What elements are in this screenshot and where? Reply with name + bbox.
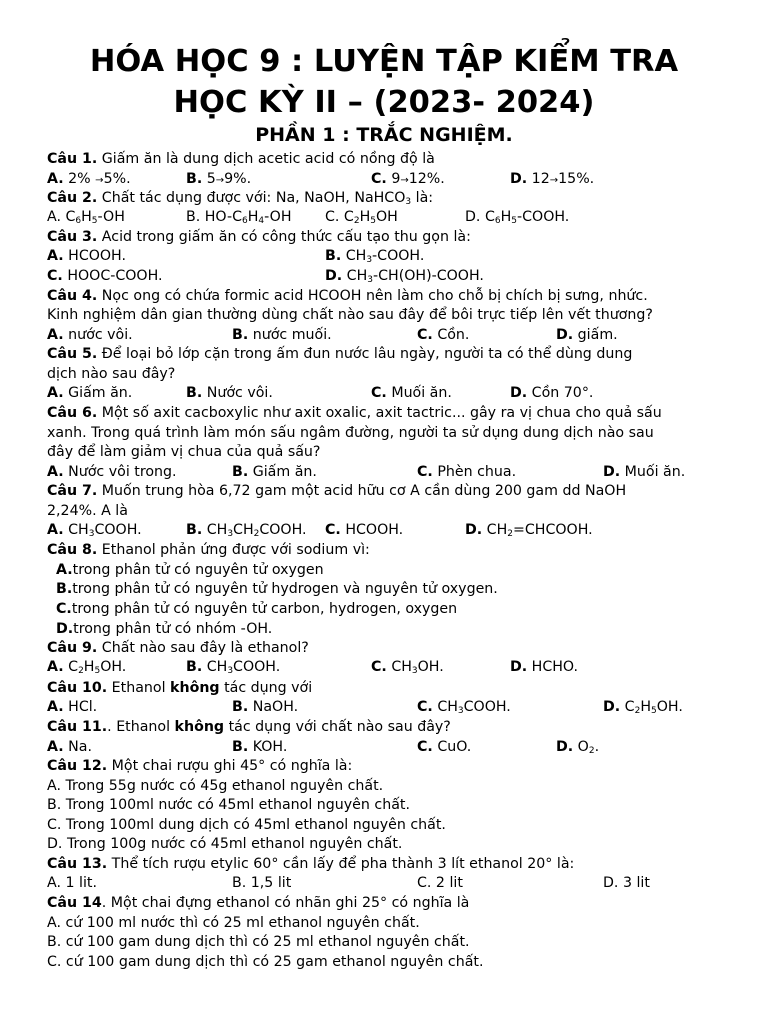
option-d: D. 3 lit <box>603 875 650 891</box>
page-title-line1: HÓA HỌC 9 : LUYỆN TẬP KIỂM TRA <box>89 44 679 79</box>
question-6-options <box>47 463 747 482</box>
option-c: C. 9→12%. <box>371 171 445 187</box>
question-1-options <box>47 170 747 189</box>
question-12-option-b: B. Trong 100ml nước có 45ml ethanol nguyên chất. <box>47 797 410 813</box>
option-c: C. 2 lit <box>417 875 463 891</box>
option-c: C. Phèn chua. <box>417 464 517 480</box>
option-a: A. nước vôi. <box>47 327 133 343</box>
question-10: Câu 10. Ethanol không tác dụng với <box>47 680 313 696</box>
option-b: B. $CH_3$-COOH. <box>325 248 425 265</box>
option-a: A. 1 lit. <box>47 875 97 891</box>
page-title-line2: HỌC KỲ II – (2023- 2024) <box>173 85 595 120</box>
question-14-option-a: A. cứ 100 ml nước thì có 25 ml ethanol nguyên chất. <box>47 915 420 931</box>
option-d: D. Muối ăn. <box>603 464 686 480</box>
option-d: D. $O_2$. <box>556 739 600 756</box>
option-a: A. 2% →5%. <box>47 171 131 187</box>
question-13: Câu 13. Thể tích rượu etylic 60° cần lấy để pha thành 3 lít ethanol 20° là: <box>47 856 575 872</box>
option-d: D. $CH_2=CHCOOH$. <box>465 522 593 539</box>
question-12-option-d: D. Trong 100g nước có 45ml ethanol nguyên chất. <box>47 836 403 852</box>
option-c: C. $CH_3OH$. <box>371 659 444 676</box>
question-7: Câu 7. Muốn trung hòa 6,72 gam một acid hữu cơ A cần dùng 200 gam dd NaOH <box>47 483 627 499</box>
option-c: C. HOOC-COOH. <box>47 268 163 284</box>
option-d: D. 12→15%. <box>510 171 595 187</box>
question-8: Câu 8. Ethanol phản ứng được với sodium vì: <box>47 542 370 558</box>
question-11: Câu 11.. Ethanol không tác dụng với chất nào sau đây? <box>47 719 451 735</box>
question-12-option-c: C. Trong 100ml dung dịch có 45ml ethanol nguyên chất. <box>47 817 446 833</box>
question-5-options <box>47 384 747 403</box>
question-8-option-d: D.trong phân tử có nhóm -OH. <box>56 621 273 637</box>
question-14: Câu 14. Một chai đựng ethanol có nhãn ghi 25° có nghĩa là <box>47 895 470 911</box>
option-d: D. $C_6H_5$-COOH. <box>465 209 570 226</box>
question-6-line3: đây để làm giảm vị chua của quả sấu? <box>47 444 321 460</box>
question-8-option-c: C.trong phân tử có nguyên tử carbon, hydrogen, oxygen <box>56 601 458 617</box>
option-a: A. HCl. <box>47 699 98 715</box>
question-7-line2: 2,24%. A là <box>47 503 128 519</box>
question-4: Câu 4. Nọc ong có chứa formic acid HCOOH nên làm cho chỗ bị chích bị sưng, nhức. <box>47 288 648 304</box>
option-c: C. Muối ăn. <box>371 385 452 401</box>
option-a: A. $CH_3COOH$. <box>47 522 142 539</box>
question-2-options <box>47 208 747 227</box>
question-3-options-row1 <box>47 247 747 266</box>
option-c: C. $CH_3COOH$. <box>417 699 511 716</box>
option-b: B. $HO-C_6H_4-OH$ <box>186 209 292 226</box>
question-12: Câu 12. Một chai rượu ghi 45° có nghĩa là: <box>47 758 353 774</box>
option-d: D. HCHO. <box>510 659 579 675</box>
option-b: B. $CH_3COOH$. <box>186 659 281 676</box>
option-d: D. giấm. <box>556 327 618 343</box>
option-b: B. $CH_3CH_2COOH$. <box>186 522 307 539</box>
question-4-options <box>47 326 747 345</box>
question-3-options-row2 <box>47 267 747 286</box>
question-3: Câu 3. Acid trong giấm ăn có công thức cấu tạo thu gọn là: <box>47 229 471 245</box>
option-a: A. Giấm ăn. <box>47 385 133 401</box>
option-c: C. CuO. <box>417 739 472 755</box>
option-a: A. Na. <box>47 739 92 755</box>
option-a: A. Nước vôi trong. <box>47 464 177 480</box>
option-a: A. $C_6H_5-OH$ <box>47 209 125 226</box>
question-1: Câu 1. Giấm ăn là dung dịch acetic acid có nồng độ là <box>47 151 435 167</box>
option-a: A. $C_2H_5OH$. <box>47 659 127 676</box>
option-b: B. KOH. <box>232 739 288 755</box>
question-4-line2: Kinh nghiệm dân gian thường dùng chất nào sau đây để bôi trực tiếp lên vết thương? <box>47 307 653 323</box>
question-10-options <box>47 698 747 717</box>
question-14-option-c: C. cứ 100 gam dung dịch thì có 25 gam ethanol nguyên chất. <box>47 954 484 970</box>
question-7-options <box>47 521 747 540</box>
option-b: B. Nước vôi. <box>186 385 273 401</box>
option-d: D. Cồn 70°. <box>510 385 594 401</box>
question-14-option-b: B. cứ 100 gam dung dịch thì có 25 ml ethanol nguyên chất. <box>47 934 470 950</box>
question-11-options <box>47 738 747 757</box>
question-2: Câu 2. Chất tác dụng được với: Na, NaOH, NaHCO$_3$ là: <box>47 190 434 207</box>
option-b: B. Giấm ăn. <box>232 464 317 480</box>
question-13-options <box>47 874 747 893</box>
question-12-option-a: A. Trong 55g nước có 45g ethanol nguyên chất. <box>47 778 384 794</box>
option-d: D. $C_2H_5OH$. <box>603 699 683 716</box>
question-5: Câu 5. Để loại bỏ lớp cặn trong ấm đun nước lâu ngày, người ta có thể dùng dung <box>47 346 633 362</box>
option-c: C. HCOOH. <box>325 522 404 538</box>
option-b: B. NaOH. <box>232 699 299 715</box>
option-b: B. 1,5 lit <box>232 875 292 891</box>
option-c: C. $C_2H_5OH$ <box>325 209 398 226</box>
option-b: B. 5→9%. <box>186 171 252 187</box>
option-d: D. $CH_3-CH(OH)$-COOH. <box>325 268 484 285</box>
option-c: C. Cồn. <box>417 327 470 343</box>
question-8-option-b: B.trong phân tử có nguyên tử hydrogen và nguyên tử oxygen. <box>56 581 498 597</box>
question-6: Câu 6. Một số axit cacboxylic như axit oxalic, axit tactric... gây ra vị chua cho quả sấu <box>47 405 662 421</box>
question-9: Câu 9. Chất nào sau đây là ethanol? <box>47 640 309 656</box>
option-a: A. HCOOH. <box>47 248 126 264</box>
question-5-line2: dịch nào sau đây? <box>47 366 176 382</box>
section-heading: PHẦN 1 : TRẮC NGHIỆM. <box>255 124 513 146</box>
question-8-option-a: A.trong phân tử có nguyên tử oxygen <box>56 562 324 578</box>
question-6-line2: xanh. Trong quá trình làm món sấu ngâm đường, người ta sử dụng dung dịch nào sau <box>47 425 654 441</box>
question-9-options <box>47 658 747 677</box>
option-b: B. nước muối. <box>232 327 332 343</box>
